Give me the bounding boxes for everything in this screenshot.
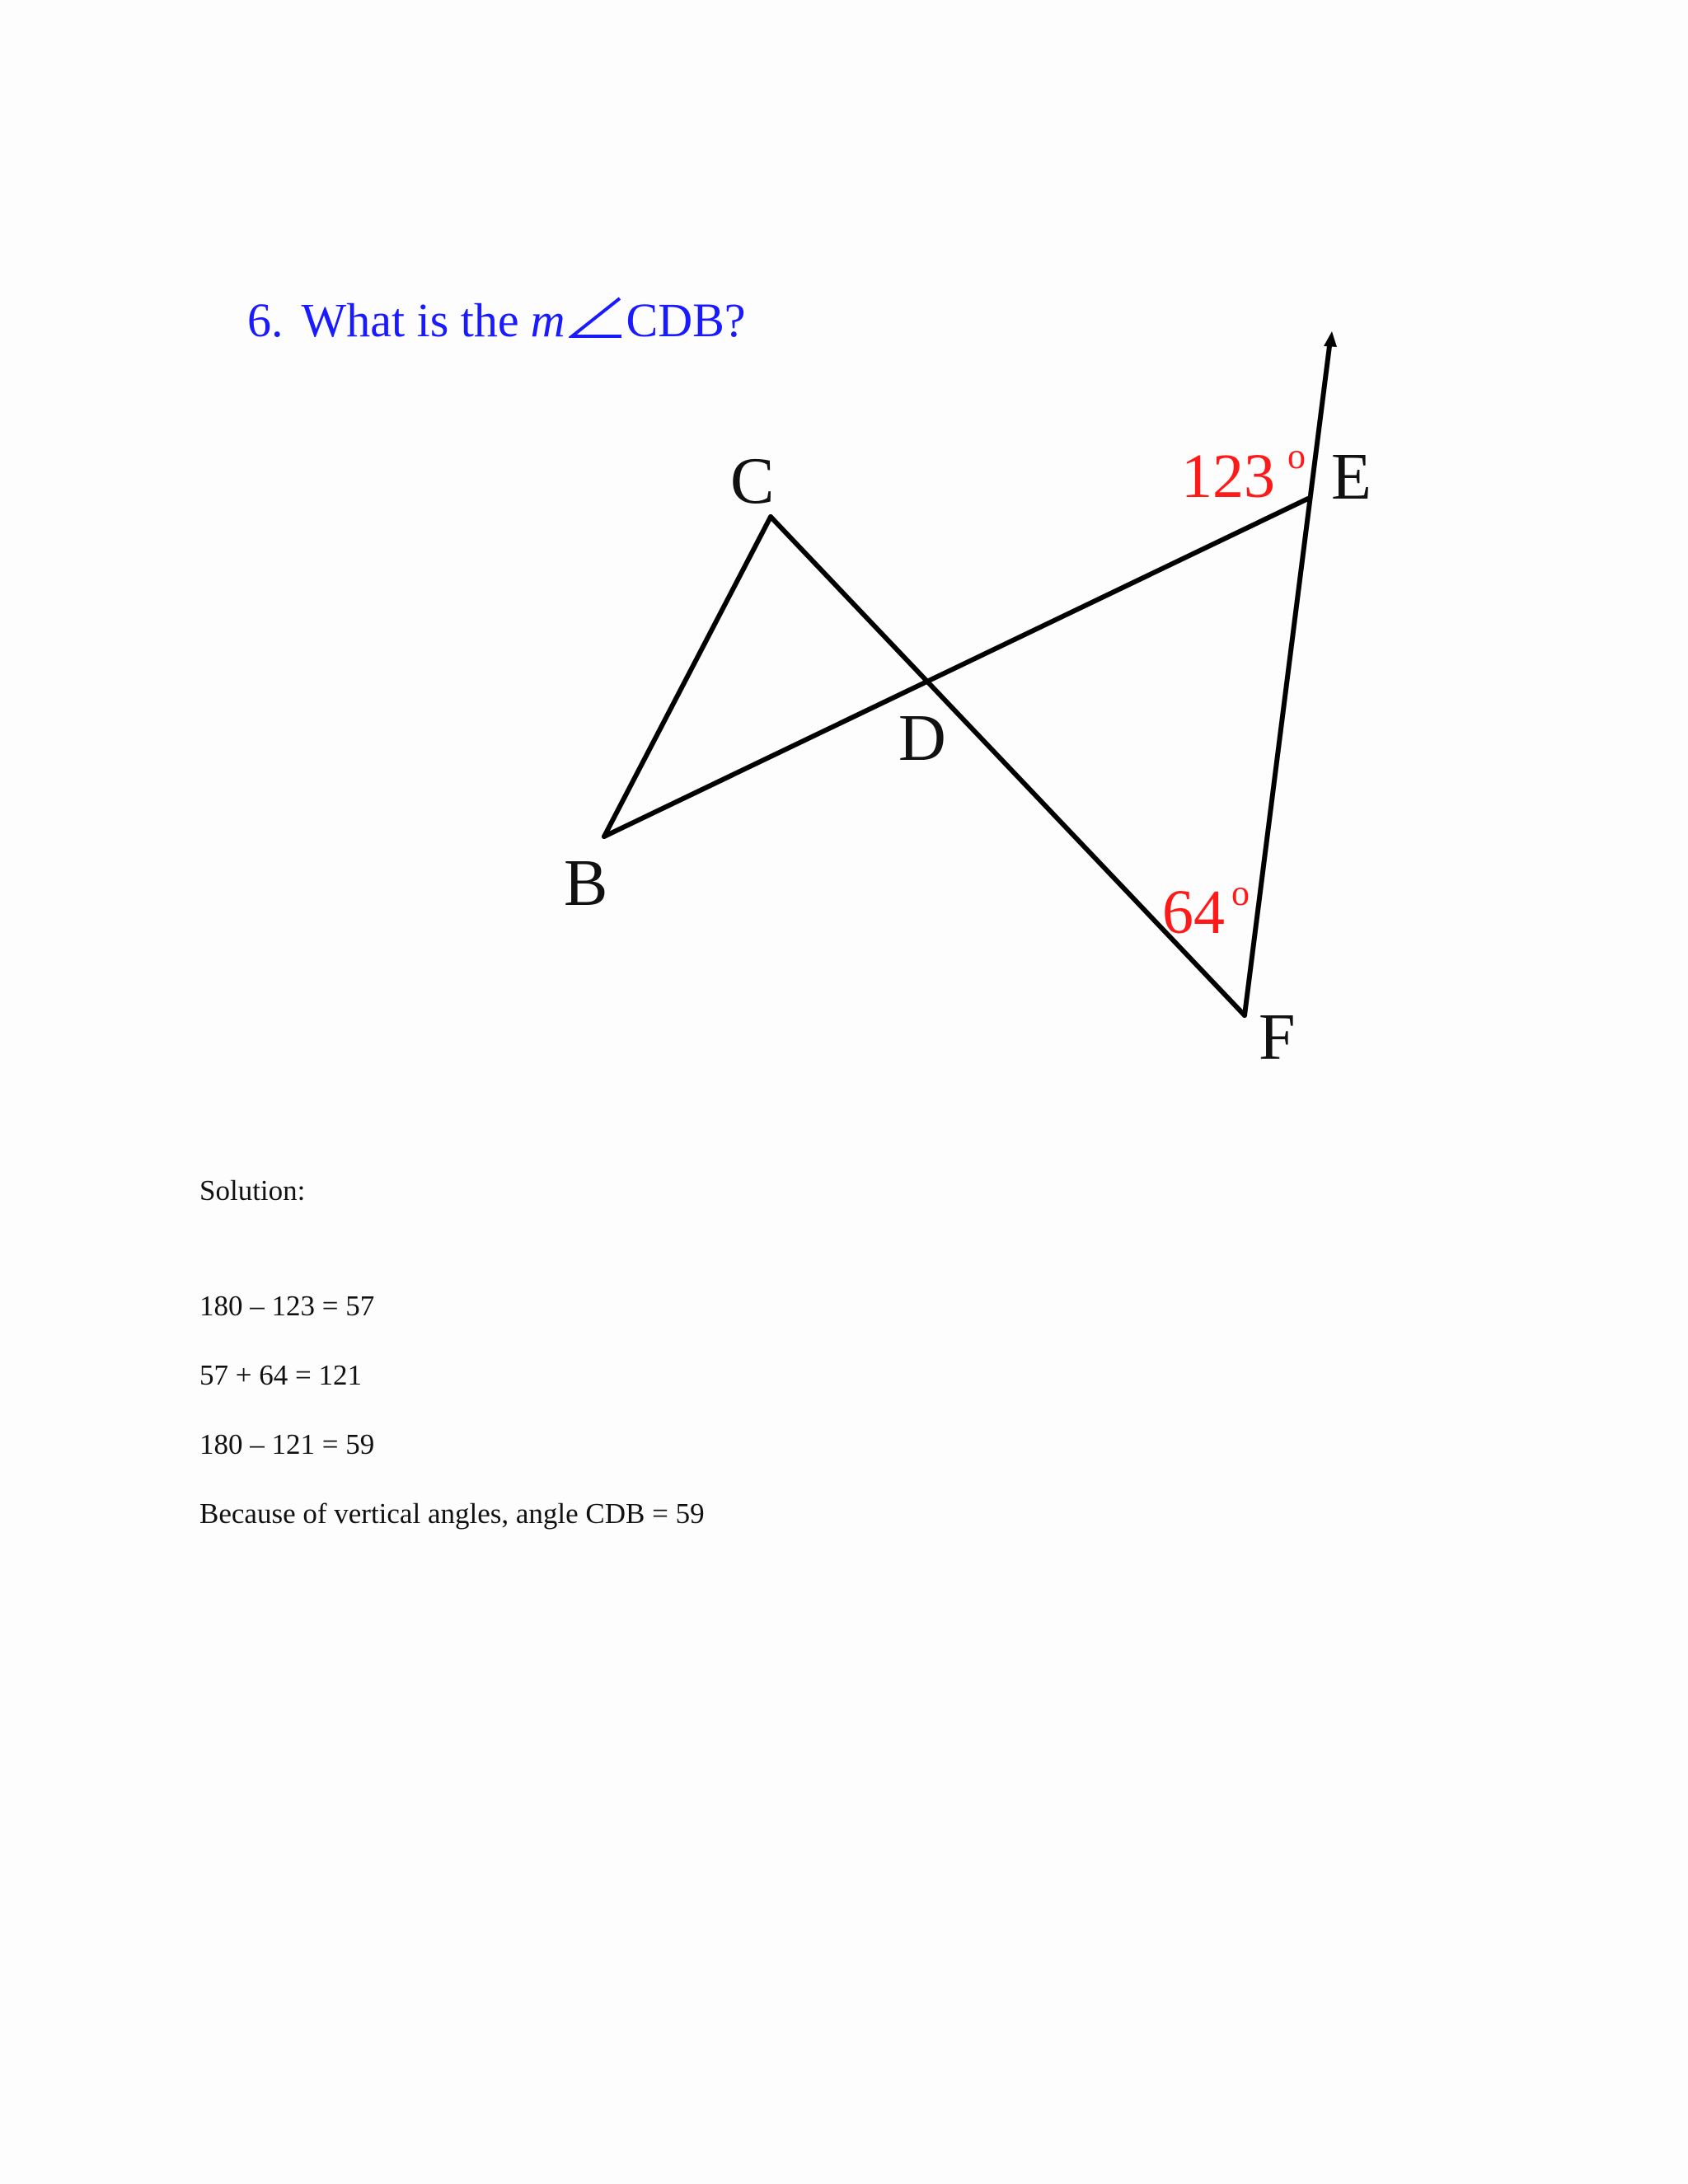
solution-section [199, 1174, 705, 1567]
point-label-b: B [564, 847, 608, 920]
point-label-f: F [1259, 1001, 1296, 1074]
measure-symbol: m [530, 293, 565, 347]
angle-e-degree-mark: o [1287, 436, 1306, 476]
point-label-e: E [1331, 441, 1372, 513]
question-text-after: CDB? [626, 293, 746, 347]
angle-f-degree-mark: o [1231, 873, 1250, 913]
angle-symbol-icon [569, 293, 623, 348]
question-text-before: What is the [301, 293, 519, 347]
angle-f-value: 64 [1162, 878, 1225, 947]
question-number: 6. [247, 293, 284, 347]
solution-step: 180 – 121 = 59 [199, 1428, 375, 1460]
solution-heading: Solution: [199, 1174, 306, 1207]
solution-conclusion: Because of vertical angles, angle CDB = 59 [199, 1497, 705, 1530]
solution-step: 57 + 64 = 121 [199, 1359, 362, 1391]
point-label-d: D [898, 702, 946, 775]
angle-e-value: 123 [1181, 442, 1275, 511]
question-title [247, 293, 746, 348]
point-label-c: C [730, 445, 775, 518]
solution-step: 180 – 123 = 57 [199, 1290, 375, 1322]
